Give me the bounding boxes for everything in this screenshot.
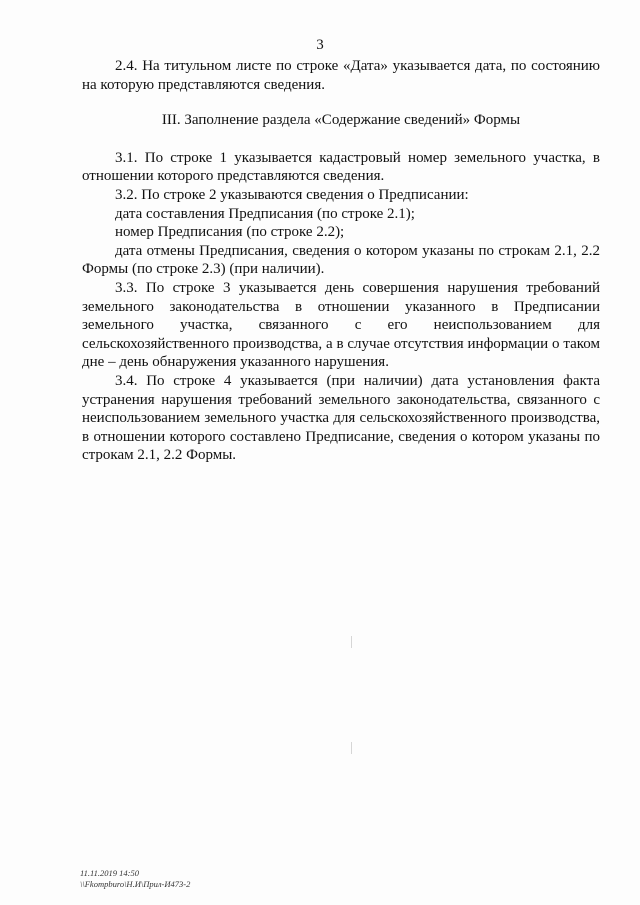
- paragraph-3-2: 3.2. По строке 2 указываются сведения о Предписании:: [115, 186, 469, 203]
- footer-timestamp: 11.11.2019 14:50: [80, 868, 139, 878]
- paragraph-2-4: 2.4. На титульном листе по строке «Дата» указывается дата, по состоянию на которую представляются сведения.: [82, 58, 600, 93]
- paragraph-3-2-line-a: дата составления Предписания (по строке 2.1);: [115, 205, 415, 222]
- paragraph-3-2-line-c: дата отмены Предписания, сведения о котором указаны по строкам 2.1, 2.2 Формы (по строке 2.3) (при наличии).: [82, 242, 600, 278]
- footer-file-path: \\Fkompburo\Н.И\Прил-И473-2: [80, 879, 191, 889]
- document-body: [82, 57, 600, 465]
- page-number: 3: [316, 37, 324, 53]
- paragraph-3-3: 3.3. По строке 3 указывается день совершения нарушения требований земельного законодательства в отношении указанного в Предписании земельного участка, связанного с его неиспользованием для сельскохозяйственного производства, а в случае отсутствия информации о таком дне – день обнаружения указанного нарушения.: [82, 279, 600, 371]
- scan-mark: [351, 636, 352, 648]
- section-heading: III. Заполнение раздела «Содержание сведений» Формы: [161, 112, 521, 129]
- footer-stamp: [80, 868, 190, 890]
- paragraph-3-1: 3.1. По строке 1 указывается кадастровый номер земельного участка, в отношении которого представляются сведения.: [82, 149, 600, 185]
- scan-mark: [351, 742, 352, 754]
- paragraph-3-2-line-b: номер Предписания (по строке 2.2);: [115, 224, 345, 241]
- paragraph-3-4: 3.4. По строке 4 указывается (при наличии) дата установления факта устранения нарушения требований земельного законодательства, связанного с неиспользованием земельного участка для сельскохозяйственного производства, в отношении которого составлено Предписание, сведения о котором указаны по строкам 2.1, 2.2 Формы.: [82, 372, 600, 464]
